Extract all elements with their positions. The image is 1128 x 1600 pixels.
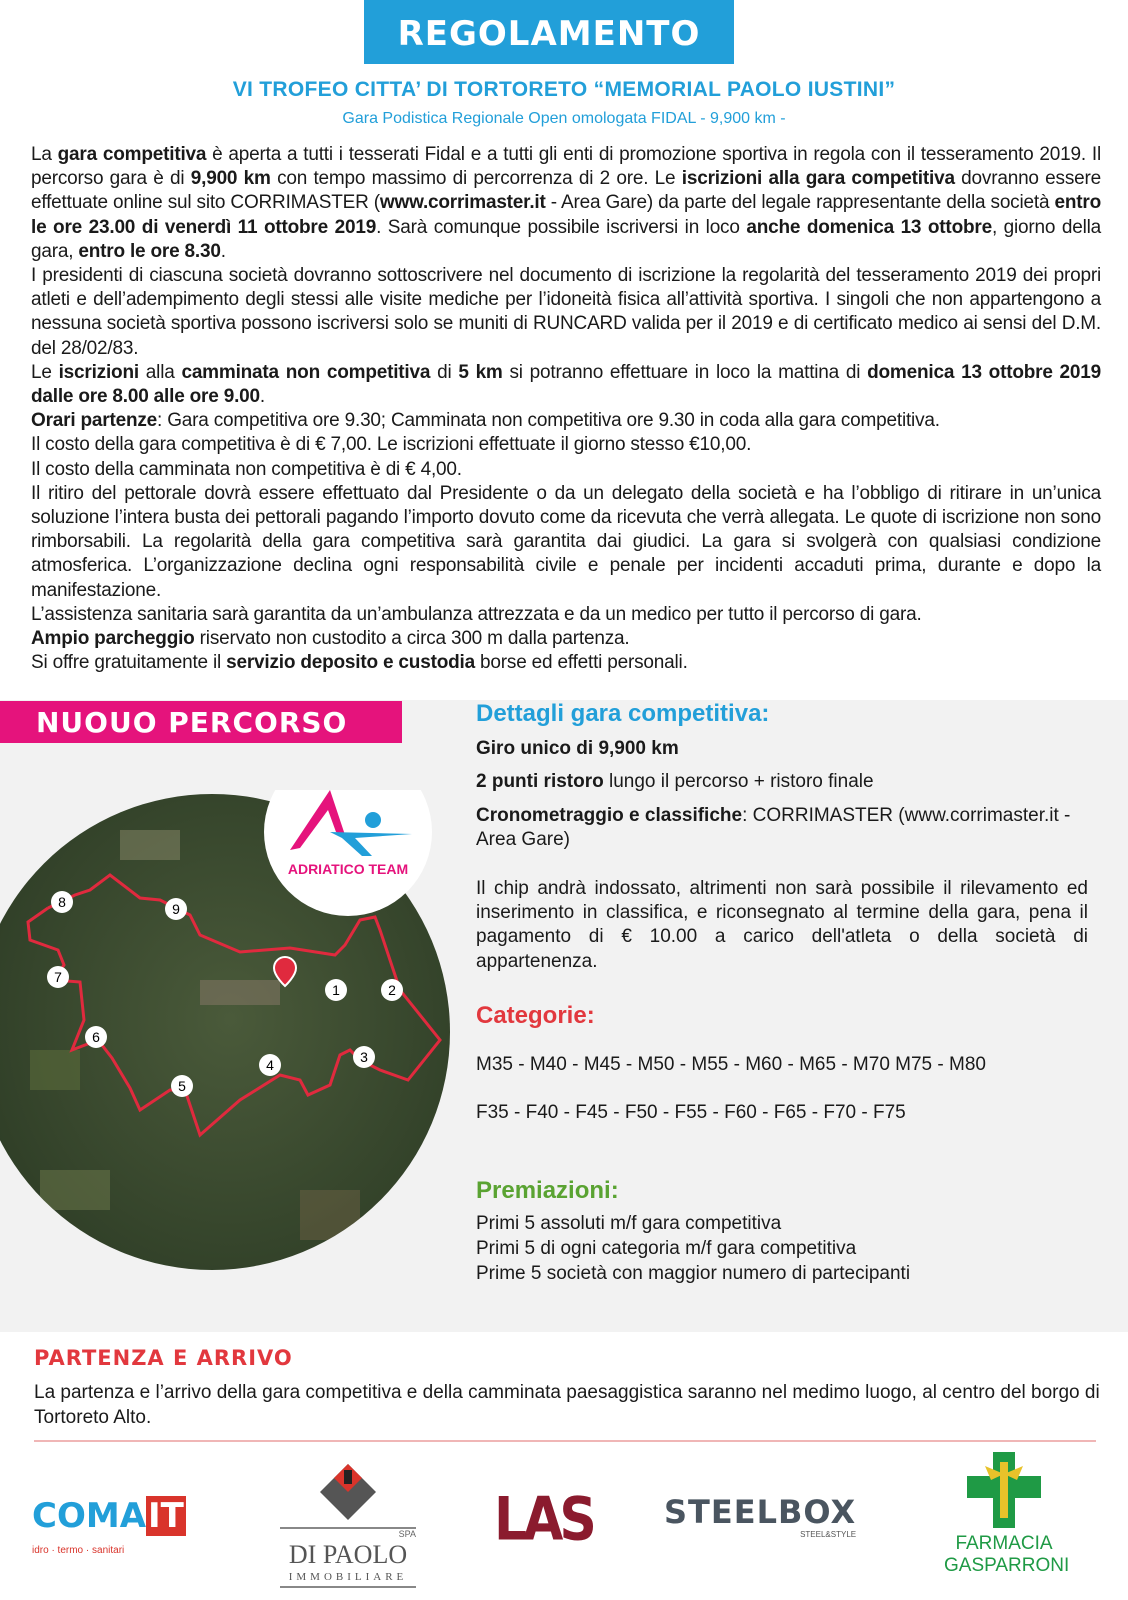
- rules-paragraph: [31, 143, 1101, 264]
- rules-text: [31, 143, 1101, 675]
- rules-text-segment: Le: [31, 361, 59, 383]
- rules-bold-text: 9,900 km: [190, 168, 271, 190]
- event-subtitle: Gara Podistica Regionale Open omologata FIDAL - 9,900 km -: [342, 110, 786, 127]
- checkpoint-label: 3: [360, 1049, 368, 1065]
- rules-paragraph: [31, 627, 1101, 651]
- rules-text-segment: - Area Gare) da parte del legale rappresentante della società: [545, 192, 1055, 214]
- partenza-text: La partenza e l’arrivo della gara competitiva e della camminata paesaggistica saranno nel medimo luogo, al centro del borgo di Tortoreto Alto.: [34, 1382, 1100, 1428]
- sponsor-coma-logo: [32, 1494, 186, 1557]
- details-crono-bold: Cronometraggio e classifiche: [476, 805, 743, 826]
- checkpoint-label: 7: [54, 969, 62, 985]
- partenza-title: PARTENZA E ARRIVO: [34, 1346, 293, 1370]
- rules-text-segment: .: [259, 386, 265, 408]
- steelbox-sub: STEEL&STYLE: [800, 1530, 857, 1539]
- sponsor-steelbox-logo: [664, 1494, 856, 1540]
- pharmacy-cross-icon: [967, 1452, 1041, 1528]
- steelbox-text: STEELBOX: [664, 1493, 857, 1531]
- dipaolo-sub: IMMOBILIARE: [280, 1570, 416, 1588]
- rules-text-segment: Il costo della gara competitiva è di € 7,00. Le iscrizioni effettuate il giorno stesso €10,00.: [31, 434, 752, 456]
- premiazioni-item: Primi 5 assoluti m/f gara competitiva: [476, 1213, 782, 1234]
- rules-paragraph: [31, 603, 1101, 627]
- premiazioni-item: Primi 5 di ogni categoria m/f gara competitiva: [476, 1238, 857, 1259]
- coma-it-text: IT: [148, 1496, 184, 1536]
- rules-text-segment: Il ritiro del pettorale dovrà essere effettuato dal Presidente o da un delegato della società e ha l’obbligo di ritirare in un’unica soluzione l’intera busta dei pettorali pagando l’importo dovuto come da ricevuta che verrà allegata. Le quote di iscrizione non sono rimborsabili. La regolarità della gara competitiva sarà garantita dai giudici. La gara si svolgerà con qualsiasi condizione atmosferica. L’organizzazione declina ogni responsabilità civile e penale per incidenti accaduti prima, durante e dopo la manifestazione.: [31, 482, 1101, 601]
- rules-text-segment: riservato non custodito a circa 300 m dalla partenza.: [194, 628, 630, 650]
- rules-paragraph: [31, 433, 1101, 457]
- rules-bold-text: 5 km: [458, 361, 503, 383]
- sponsor-dipaolo-logo: [280, 1462, 416, 1588]
- route-map: [0, 790, 460, 1300]
- premiazioni-title: Premiazioni:: [476, 1177, 619, 1204]
- rules-text-segment: è aperta a tutti i tesserati Fidal e a tutti gli enti di promozione sportiva in regola con il tesseramento 2019. Il percorso gara è di: [31, 144, 1101, 190]
- divider: [34, 1440, 1096, 1442]
- checkpoint-label: 2: [388, 982, 396, 998]
- categorie-title: Categorie:: [476, 1002, 595, 1029]
- premiazioni-item: Prime 5 società con maggior numero di partecipanti: [476, 1263, 911, 1284]
- sponsor-farmacia-logo: [944, 1452, 1070, 1577]
- rules-text-segment: si potranno effettuare in loco la mattina di: [502, 361, 868, 383]
- coma-sub: idro · termo · sanitari: [32, 1545, 125, 1556]
- rules-paragraph: [31, 651, 1101, 675]
- rules-text-segment: . Sarà comunque possibile iscriversi in loco: [376, 216, 747, 238]
- event-title: VI TROFEO CITTA’ DI TORTORETO “MEMORIAL PAOLO IUSTINI”: [232, 78, 896, 101]
- rules-paragraph: [31, 361, 1101, 409]
- rules-text-segment: Si offre gratuitamente il: [31, 652, 227, 674]
- checkpoint-label: 5: [178, 1078, 186, 1094]
- checkpoint-label: 8: [58, 894, 66, 910]
- checkpoint-label: 6: [92, 1029, 100, 1045]
- checkpoint-label: 4: [266, 1057, 274, 1073]
- rules-text-segment: La: [31, 144, 58, 165]
- dipaolo-spa: SPA: [280, 1527, 416, 1540]
- checkpoint-label: 1: [332, 982, 340, 998]
- page-title: REGOLAMENTO: [364, 0, 734, 64]
- rules-text-segment: Il costo della camminata non competitiva è di € 4,00.: [31, 458, 462, 480]
- rules-text-segment: , giorno della gara,: [31, 216, 1101, 262]
- details-crono: : CORRIMASTER (www.corrimaster.it - Area Gare): [476, 805, 1071, 851]
- rules-bold-text: entro le ore 8.30: [78, 240, 221, 262]
- dipaolo-text: DI PAOLO: [288, 1540, 408, 1569]
- rules-text-segment: : Gara competitiva ore 9.30; Camminata non competitiva ore 9.30 in coda alla gara competitiva.: [157, 410, 940, 432]
- rules-paragraph: [31, 458, 1101, 482]
- rules-bold-text: camminata non competitiva: [181, 361, 431, 383]
- rules-paragraph: [31, 264, 1101, 361]
- rules-bold-text: iscrizioni: [58, 361, 139, 383]
- rules-text-segment: borse ed effetti personali.: [474, 652, 688, 674]
- rules-bold-text: Orari partenze: [31, 410, 158, 432]
- team-logo-dot: [365, 812, 381, 828]
- rules-paragraph: [31, 409, 1101, 433]
- checkpoint-label: 9: [172, 901, 180, 917]
- rules-bold-text: gara competitiva: [57, 144, 207, 165]
- details-ristoro: lungo il percorso + ristoro finale: [603, 771, 874, 792]
- rules-bold-text: entro le ore 23.00 di venerdì 11 ottobre 2019: [31, 192, 1101, 238]
- rules-bold-text: iscrizioni alla gara competitiva: [681, 168, 955, 190]
- details-giro: Giro unico di 9,900 km: [476, 738, 679, 759]
- rules-bold-text: www.corrimaster.it: [379, 192, 546, 214]
- details-title: Dettagli gara competitiva:: [476, 700, 770, 727]
- rules-bold-text: anche domenica 13 ottobre: [746, 216, 992, 238]
- sponsor-las-logo: LAS: [494, 1485, 593, 1555]
- coma-text: COMA: [32, 1496, 147, 1536]
- rules-text-segment: .: [220, 240, 226, 262]
- rules-bold-text: Ampio parcheggio: [31, 628, 195, 650]
- rules-bold-text: servizio deposito e custodia: [226, 652, 475, 674]
- team-logo-text: ADRIATICO TEAM: [287, 861, 409, 877]
- rules-paragraph: [31, 482, 1101, 603]
- details-chip: Il chip andrà indossato, altrimenti non sarà possibile il rilevamento ed inserimento in classifica, e riconsegnato al termine della gara, pena il pagamento di € 10.00 a carico dell'atleta o della società di appartenenza.: [476, 878, 1088, 972]
- details-ristoro-bold: 2 punti ristoro: [476, 771, 604, 792]
- categorie-f: F35 - F40 - F45 - F50 - F55 - F60 - F65 - F70 - F75: [476, 1102, 906, 1123]
- farmacia-text-2: GASPARRONI: [944, 1555, 1070, 1576]
- rules-text-segment: di: [430, 361, 459, 383]
- rules-text-segment: con tempo massimo di percorrenza di 2 ore. Le: [270, 168, 682, 190]
- farmacia-text: FARMACIA: [955, 1533, 1053, 1554]
- rules-text-segment: L’assistenza sanitaria sarà garantita da un’ambulanza attrezzata e da un medico per tutto il percorso di gara.: [31, 603, 922, 625]
- rules-text-segment: I presidenti di ciascuna società dovranno sottoscrivere nel documento di iscrizione la regolarità del tesseramento 2019 dei propri atleti e dell’adempimento degli stessi alle visite mediche per l’idoneità fisica all’attività sportiva. I singoli che non appartengono a nessuna società sportiva possono iscriversi solo se muniti di RUNCARD valida per il 2019 e di certificato medico ai sensi del D.M. del 28/02/83.: [31, 265, 1101, 359]
- rules-text-segment: dovranno essere effettuate online sul sito CORRIMASTER (: [31, 168, 1101, 214]
- dipaolo-icon: [318, 1462, 378, 1522]
- rules-text-segment: alla: [138, 361, 182, 383]
- categorie-m: M35 - M40 - M45 - M50 - M55 - M60 - M65 - M70 M75 - M80: [476, 1054, 986, 1075]
- percorso-title: NUOUO PERCORSO: [0, 701, 402, 743]
- rules-bold-text: domenica 13 ottobre 2019 dalle ore 8.00 alle ore 9.00: [31, 361, 1102, 408]
